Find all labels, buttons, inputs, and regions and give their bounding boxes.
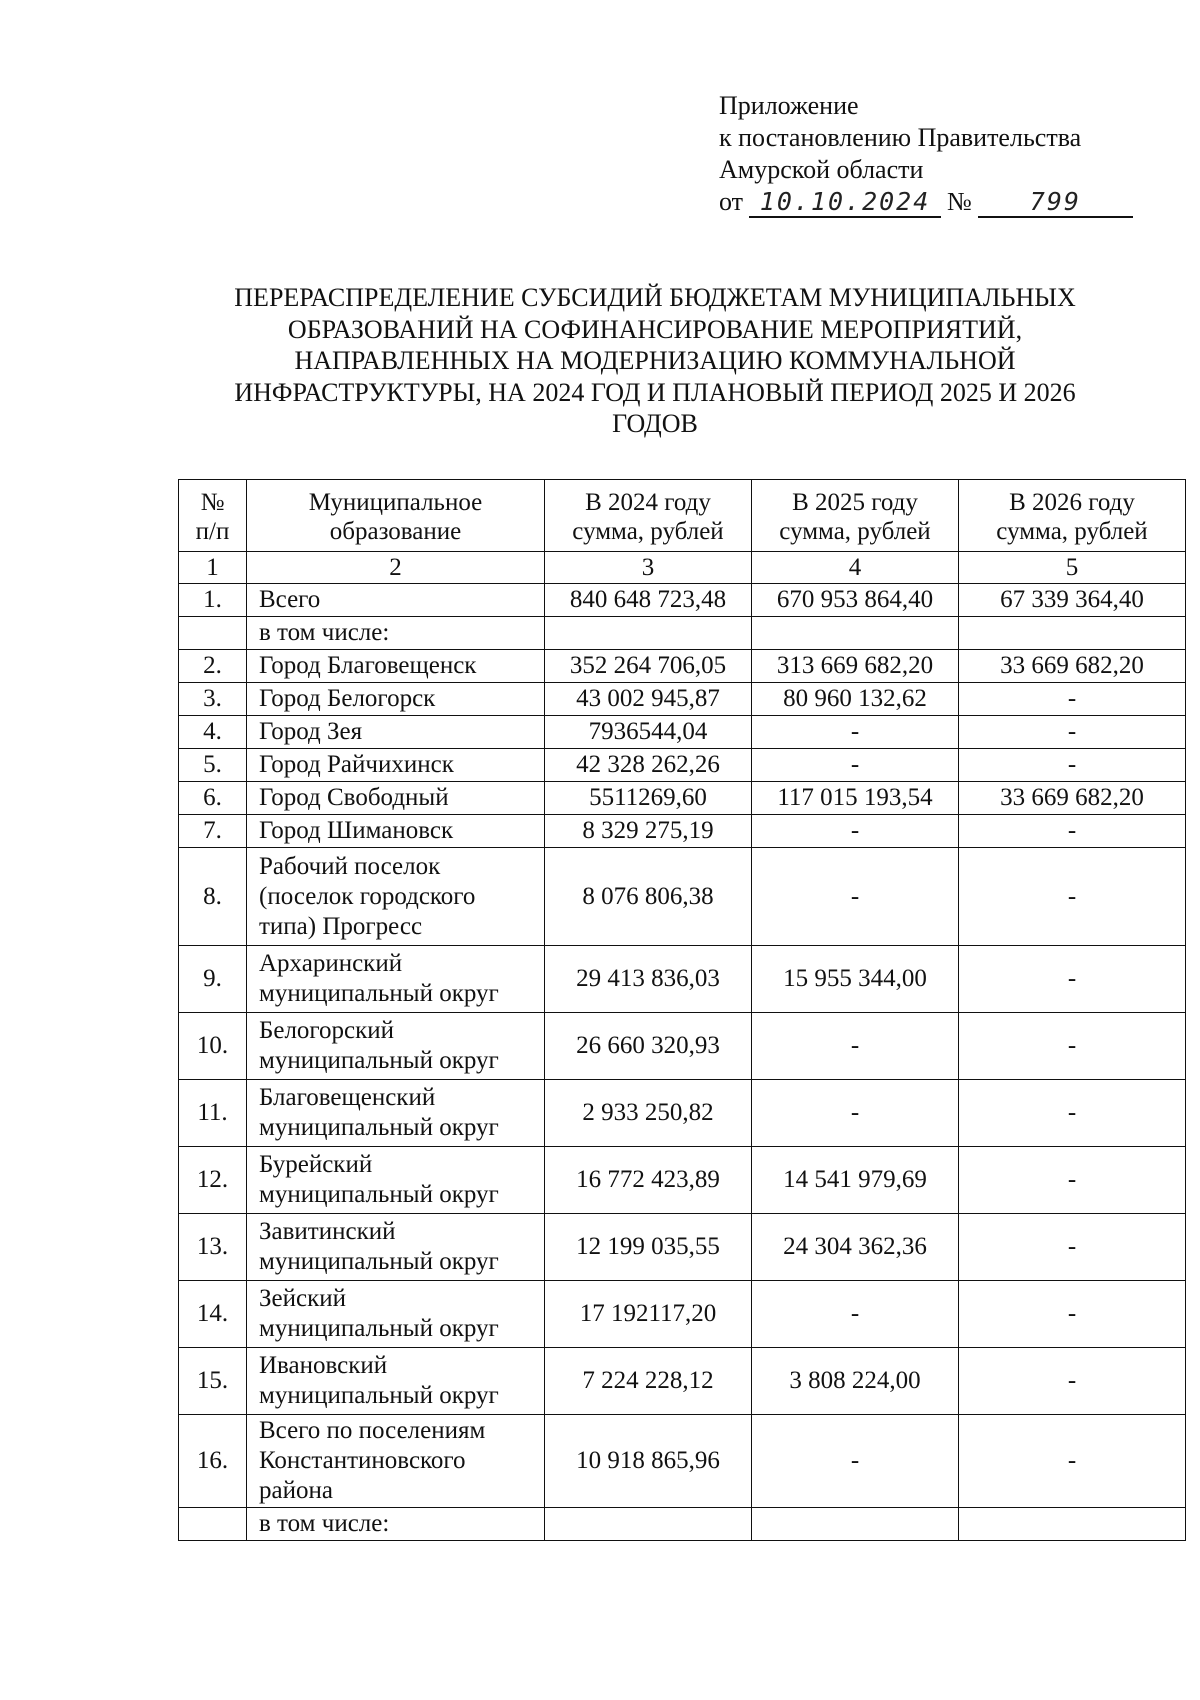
title-line-1: ПЕРЕРАСПРЕДЕЛЕНИЕ СУБСИДИЙ БЮДЖЕТАМ МУНИЦИПАЛЬНЫХ bbox=[234, 283, 1076, 312]
table-row: 15. Ивановский муниципальный округ 7 224 228,12 3 808 224,00 - bbox=[179, 1348, 1186, 1415]
table-header-row bbox=[179, 480, 1186, 552]
table-row: 4. Город Зея 7936544,04 - - bbox=[179, 716, 1186, 749]
table-row: 13. Завитинский муниципальный округ 12 199 035,55 24 304 362,36 - bbox=[179, 1214, 1186, 1281]
number-sign: № bbox=[947, 187, 972, 216]
table-row: 9. Архаринский муниципальный округ 29 413 836,03 15 955 344,00 - bbox=[179, 946, 1186, 1013]
table-row: 3. Город Белогорск 43 002 945,87 80 960 132,62 - bbox=[179, 683, 1186, 716]
table-row: 6. Город Свободный 5511269,60 117 015 193,54 33 669 682,20 bbox=[179, 782, 1186, 815]
col-index: 4 bbox=[752, 552, 959, 584]
handwritten-number: 799 bbox=[978, 188, 1133, 218]
col-index: 2 bbox=[247, 552, 545, 584]
appendix-line-3: Амурской области bbox=[719, 155, 924, 184]
appendix-line-1: Приложение bbox=[719, 91, 859, 120]
header-2024: В 2024 году сумма, рублей bbox=[545, 480, 752, 552]
table-row: 1. Всего 840 648 723,48 670 953 864,40 67 339 364,40 bbox=[179, 584, 1186, 617]
header-num: № п/п bbox=[179, 480, 247, 552]
table-row: в том числе: bbox=[179, 617, 1186, 650]
header-2025: В 2025 году сумма, рублей bbox=[752, 480, 959, 552]
appendix-date-line bbox=[719, 186, 1159, 218]
handwritten-date: 10.10.2024 bbox=[749, 188, 941, 218]
title-line-2: ОБРАЗОВАНИЙ НА СОФИНАНСИРОВАНИЕ МЕРОПРИЯТИЙ, bbox=[287, 314, 1023, 344]
subsidy-table bbox=[178, 479, 1186, 1541]
table-row: в том числе: bbox=[179, 1508, 1186, 1541]
document-title bbox=[165, 282, 1145, 440]
table-row: 11. Благовещенский муниципальный округ 2 933 250,82 - - bbox=[179, 1080, 1186, 1147]
table-row: 8. Рабочий поселок (поселок городского типа) Прогресс 8 076 806,38 - - bbox=[179, 848, 1186, 946]
table-row: 5. Город Райчихинск 42 328 262,26 - - bbox=[179, 749, 1186, 782]
appendix-block bbox=[719, 90, 1159, 218]
title-line-3: НАПРАВЛЕННЫХ НА МОДЕРНИЗАЦИЮ КОММУНАЛЬНОЙ bbox=[294, 346, 1016, 375]
table-row: 14. Зейский муниципальный округ 17 192117,20 - - bbox=[179, 1281, 1186, 1348]
title-line-4: ИНФРАСТРУКТУРЫ, НА 2024 ГОД И ПЛАНОВЫЙ ПЕРИОД 2025 И 2026 bbox=[234, 377, 1076, 407]
header-municipality: Муниципальное образование bbox=[247, 480, 545, 552]
appendix-line-2: к постановлению Правительства bbox=[719, 123, 1082, 152]
column-index-row bbox=[179, 552, 1186, 584]
table-row: 16. Всего по поселениям Константиновского района 10 918 865,96 - - bbox=[179, 1415, 1186, 1508]
col-index: 1 bbox=[179, 552, 247, 584]
col-index: 3 bbox=[545, 552, 752, 584]
table-row: 2. Город Благовещенск 352 264 706,05 313 669 682,20 33 669 682,20 bbox=[179, 650, 1186, 683]
table-row: 7. Город Шимановск 8 329 275,19 - - bbox=[179, 815, 1186, 848]
date-prefix: от bbox=[719, 187, 744, 216]
table-row: 12. Бурейский муниципальный округ 16 772 423,89 14 541 979,69 - bbox=[179, 1147, 1186, 1214]
title-line-5: ГОДОВ bbox=[612, 409, 698, 438]
col-index: 5 bbox=[959, 552, 1186, 584]
header-2026: В 2026 году сумма, рублей bbox=[959, 480, 1186, 552]
table-row: 10. Белогорский муниципальный округ 26 660 320,93 - - bbox=[179, 1013, 1186, 1080]
